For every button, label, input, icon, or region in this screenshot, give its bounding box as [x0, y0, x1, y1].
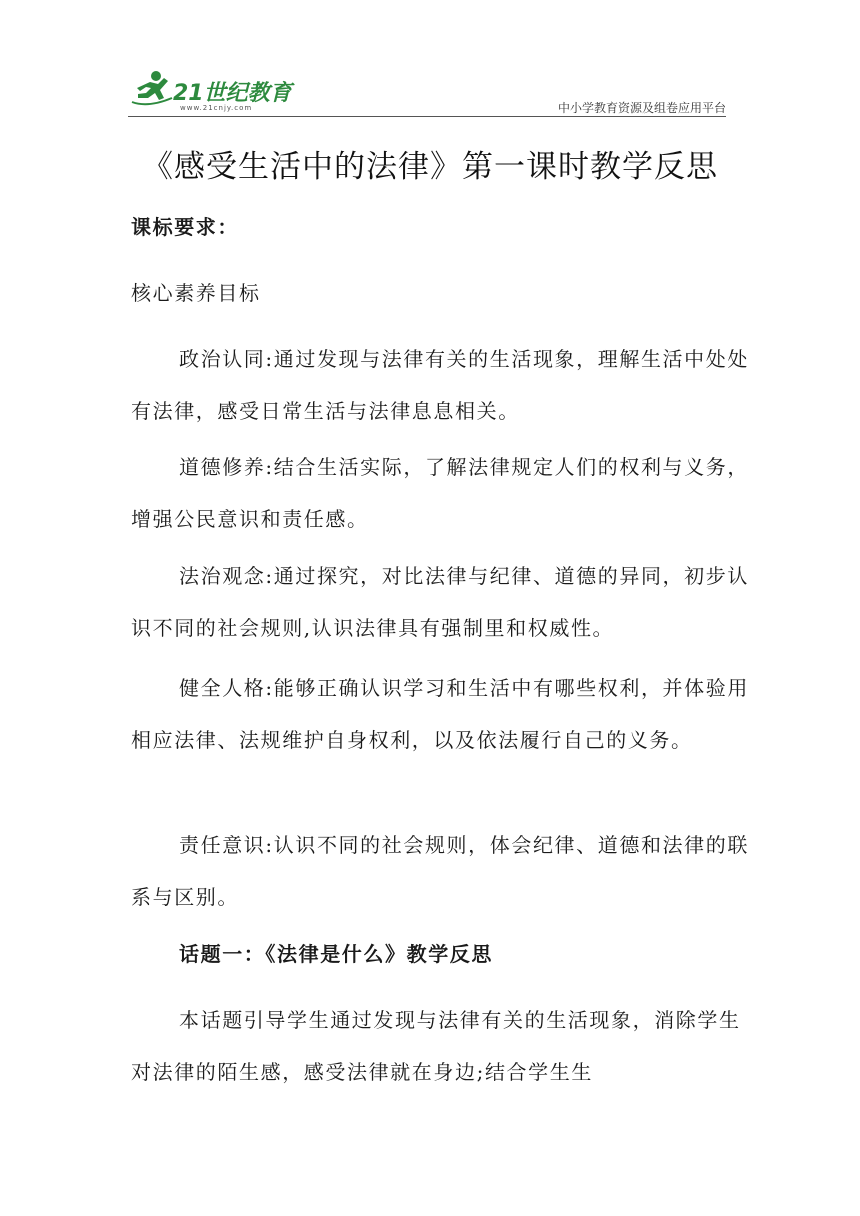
runner-logo-icon	[128, 68, 176, 114]
paragraph-sound-personality: 健全人格:能够正确认识学习和生活中有哪些权利，并体验用相应法律、法规维护自身权利，以及依法履行自己的义务。	[131, 676, 749, 752]
logo-text: 21世纪教育	[173, 81, 292, 106]
page-header	[128, 68, 726, 116]
paragraph-topic-one: 本话题引导学生通过发现与法律有关的生活现象，消除学生对法律的陌生感，感受法律就在身边;结合学生生	[131, 1008, 741, 1084]
paragraph-rule-of-law: 法治观念:通过探究，对比法律与纪律、道德的异同，初步认识不同的社会规则,认识法律具有强制里和权威性。	[131, 564, 749, 640]
paragraph-moral-cultivation: 道德修养:结合生活实际，了解法律规定人们的权利与义务，增强公民意识和责任感。	[131, 455, 749, 531]
paragraph-responsibility: 责任意识:认识不同的社会规则，体会纪律、道德和法律的联系与区别。	[131, 833, 749, 909]
core-competency-heading: 核心素养目标	[131, 281, 261, 305]
curriculum-heading: 课标要求：	[131, 215, 239, 239]
paragraph-political-identity: 政治认同:通过发现与法律有关的生活现象，理解生活中处处有法律，感受日常生活与法律息息相关。	[131, 347, 749, 423]
header-divider	[128, 116, 726, 117]
topic-one-heading: 话题一：《法律是什么》教学反思	[179, 942, 493, 966]
logo-url: www.21cnjy.com	[180, 104, 253, 112]
header-tagline: 中小学教育资源及组卷应用平台	[557, 101, 726, 115]
logo	[128, 68, 293, 114]
document-title: 《感受生活中的法律》第一课时教学反思	[142, 149, 718, 185]
